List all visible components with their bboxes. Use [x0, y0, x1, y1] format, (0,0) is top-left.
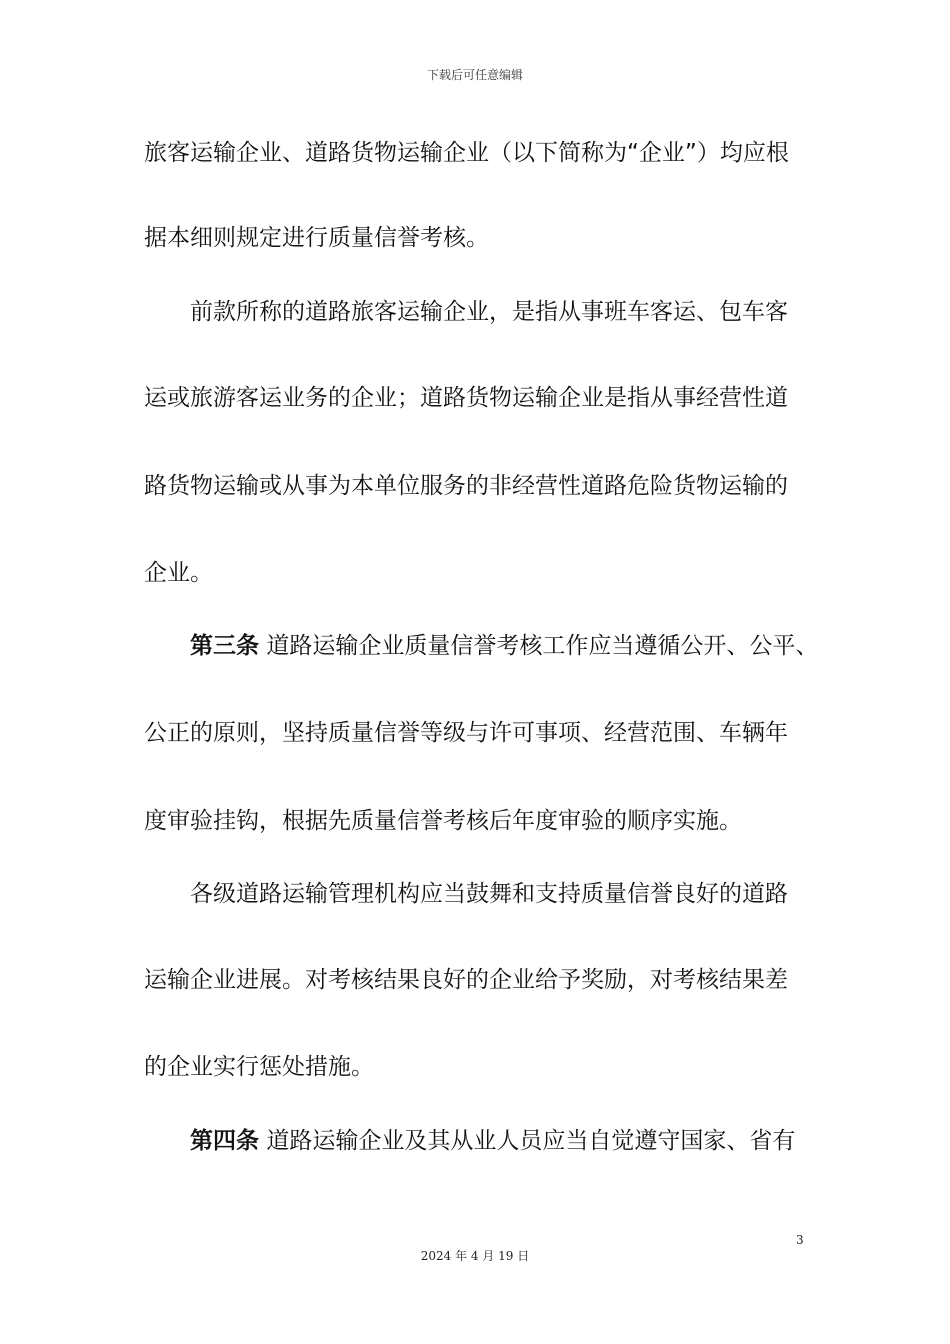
body-line-8: 公正的原则，坚持质量信誉等级与许可事项、经营范围、车辆年 — [144, 720, 788, 746]
body-line-3: 前款所称的道路旅客运输企业，是指从事班车客运、包车客 — [190, 299, 788, 325]
body-line-5: 路货物运输或从事为本单位服务的非经营性道路危险货物运输的 — [144, 473, 788, 499]
body-line-4: 运或旅游客运业务的企业；道路货物运输企业是指从事经营性道 — [144, 385, 788, 411]
body-line-1: 旅客运输企业、道路货物运输企业（以下简称为“企业”）均应根 — [144, 140, 789, 166]
body-line-2: 据本细则规定进行质量信誉考核。 — [144, 225, 489, 251]
article-3-text: 道路运输企业质量信誉考核工作应当遵循公开、公平、 — [266, 633, 819, 659]
body-line-10: 各级道路运输管理机构应当鼓舞和支持质量信誉良好的道路 — [190, 881, 788, 907]
body-line-9: 度审验挂钩，根据先质量信誉考核后年度审验的顺序实施。 — [144, 808, 742, 834]
article-4-first-line — [190, 1126, 795, 1156]
body-line-12: 的企业实行惩处措施。 — [144, 1054, 374, 1080]
body-line-6: 企业。 — [144, 560, 213, 586]
article-4-text: 道路运输企业及其从业人员应当自觉遵守国家、省有 — [266, 1128, 796, 1154]
page-header: 下载后可任意编辑 — [426, 68, 523, 82]
page-number: 3 — [796, 1233, 804, 1247]
body-line-11: 运输企业进展。对考核结果良好的企业给予奖励，对考核结果差 — [144, 967, 788, 993]
article-3-first-line — [190, 631, 818, 661]
article-3-title: 第三条 — [190, 633, 259, 659]
footer-date: 2024 年 4 月 19 日 — [420, 1249, 530, 1263]
article-4-title: 第四条 — [190, 1128, 259, 1154]
